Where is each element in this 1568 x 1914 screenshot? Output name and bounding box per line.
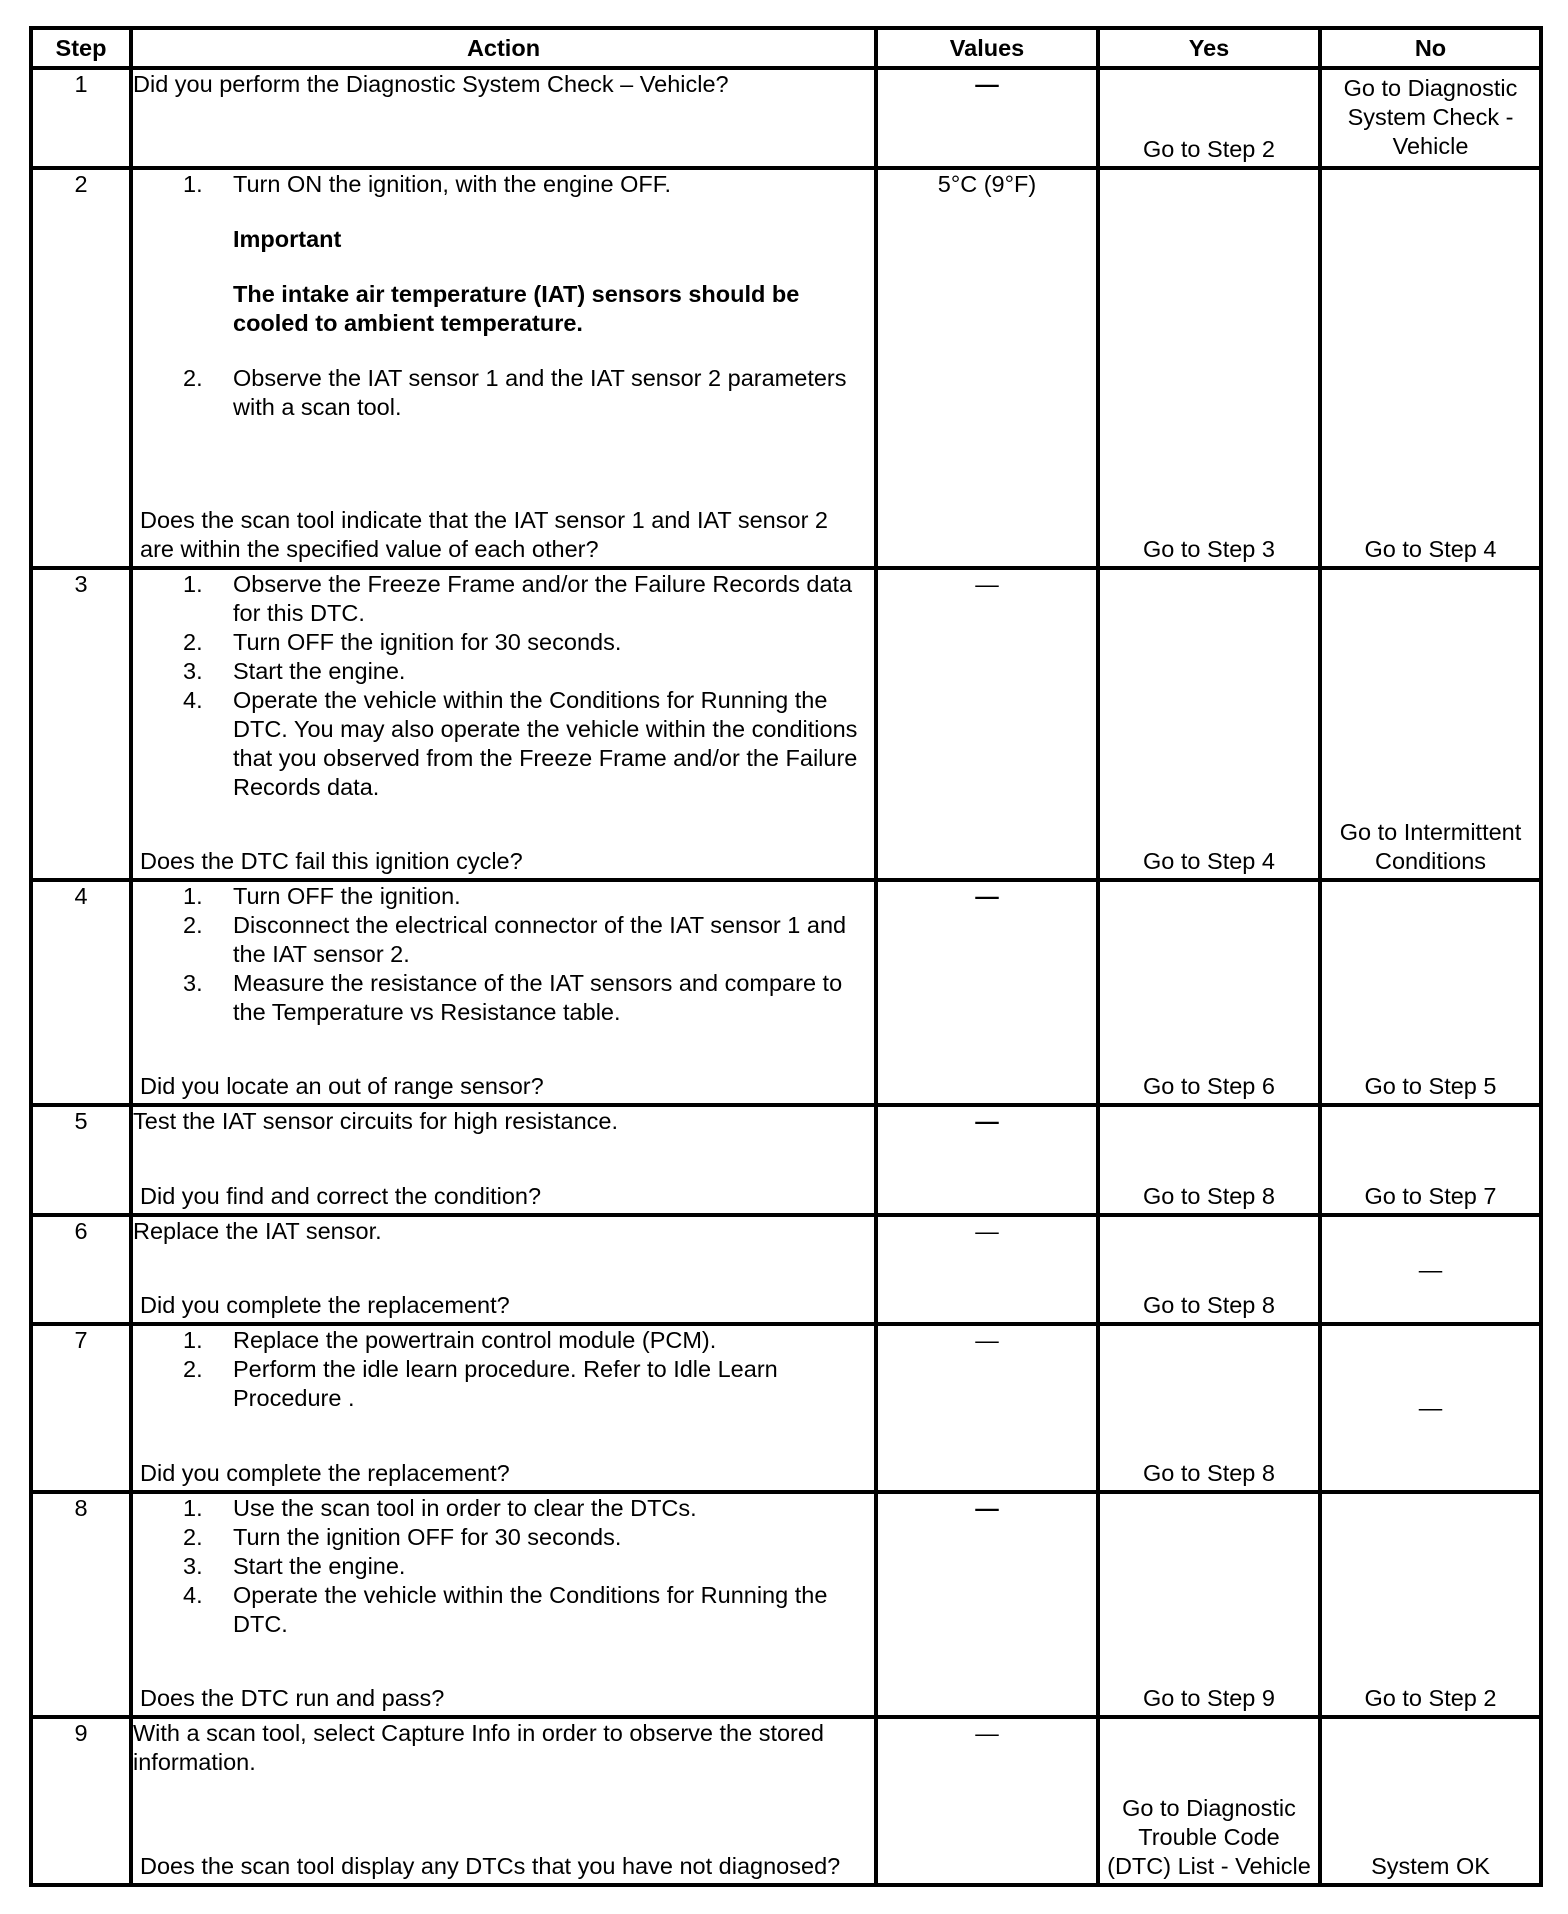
action-step: 2. Perform the idle learn procedure. Refer to Idle Learn Procedure . bbox=[183, 1356, 778, 1411]
step-number: 3 bbox=[31, 568, 131, 880]
yes-link[interactable]: Go to Step 8 bbox=[1143, 1460, 1275, 1486]
yes-cell bbox=[1098, 880, 1320, 1105]
action-step: 2. Turn OFF the ignition for 30 seconds. bbox=[183, 629, 622, 655]
value-text: — bbox=[975, 571, 999, 597]
table-row bbox=[31, 880, 1541, 1105]
no-link[interactable]: Go to Diagnostic System Check - Vehicle bbox=[1343, 75, 1518, 159]
yes-link[interactable]: Go to Step 6 bbox=[1143, 1073, 1275, 1099]
values-cell bbox=[876, 1324, 1098, 1492]
action-step: 3. Start the engine. bbox=[183, 658, 406, 684]
action-cell bbox=[131, 68, 876, 168]
yes-cell bbox=[1098, 568, 1320, 880]
action-step: 1. Use the scan tool in order to clear the DTCs. bbox=[183, 1495, 697, 1521]
action-cell bbox=[131, 880, 876, 1105]
action-step: 4. Operate the vehicle within the Conditions for Running the DTC. bbox=[183, 1582, 828, 1637]
values-cell bbox=[876, 68, 1098, 168]
no-link[interactable]: Go to Step 5 bbox=[1364, 1073, 1497, 1099]
step-number: 7 bbox=[31, 1324, 131, 1492]
no-link[interactable]: Go to Intermittent Conditions bbox=[1339, 819, 1522, 874]
table-row bbox=[31, 1105, 1541, 1215]
value-text: — bbox=[975, 1108, 999, 1134]
no-link[interactable]: Go to Step 7 bbox=[1364, 1183, 1497, 1209]
table-row bbox=[31, 168, 1541, 568]
yes-link[interactable]: Go to Step 8 bbox=[1143, 1292, 1275, 1318]
no-result: System OK bbox=[1371, 1853, 1490, 1879]
values-cell bbox=[876, 1717, 1098, 1885]
value-text: — bbox=[975, 71, 999, 97]
no-cell bbox=[1320, 1105, 1541, 1215]
action-step: 2. Observe the IAT sensor 1 and the IAT sensor 2 parameters with a scan tool. bbox=[183, 365, 847, 420]
header-no: No bbox=[1320, 28, 1541, 68]
action-text: Did you perform the Diagnostic System Check – Vehicle? bbox=[133, 71, 729, 97]
yes-cell bbox=[1098, 1717, 1320, 1885]
action-steps bbox=[133, 1326, 874, 1413]
table-row bbox=[31, 68, 1541, 168]
table-row bbox=[31, 1717, 1541, 1885]
action-question: Does the scan tool display any DTCs that you have not diagnosed? bbox=[140, 1853, 841, 1879]
action-step: 2. Disconnect the electrical connector of the IAT sensor 1 and the IAT sensor 2. bbox=[183, 912, 847, 967]
action-step: 1. Turn OFF the ignition. bbox=[183, 883, 461, 909]
action-question: Did you find and correct the condition? bbox=[140, 1183, 542, 1209]
action-text: With a scan tool, select Capture Info in order to observe the stored information. bbox=[133, 1720, 825, 1775]
step-number: 4 bbox=[31, 880, 131, 1105]
yes-cell bbox=[1098, 1105, 1320, 1215]
action-question: Did you locate an out of range sensor? bbox=[140, 1073, 544, 1099]
header-step: Step bbox=[31, 28, 131, 68]
action-steps bbox=[133, 882, 874, 1027]
value-text: — bbox=[975, 1218, 999, 1244]
action-step: 2. Turn the ignition OFF for 30 seconds. bbox=[183, 1524, 622, 1550]
important-label: Important bbox=[233, 226, 342, 252]
action-steps bbox=[133, 570, 874, 802]
no-link: — bbox=[1418, 1394, 1443, 1421]
yes-cell bbox=[1098, 168, 1320, 568]
yes-link[interactable]: Go to Diagnostic Trouble Code (DTC) List - Vehicle bbox=[1107, 1795, 1311, 1879]
action-steps bbox=[133, 364, 874, 422]
action-cell bbox=[131, 1492, 876, 1717]
no-cell bbox=[1320, 1492, 1541, 1717]
value-text: — bbox=[975, 1720, 999, 1746]
values-cell bbox=[876, 1492, 1098, 1717]
step-number: 8 bbox=[31, 1492, 131, 1717]
action-question: Did you complete the replacement? bbox=[140, 1460, 510, 1486]
action-cell bbox=[131, 1324, 876, 1492]
yes-link[interactable]: Go to Step 9 bbox=[1143, 1685, 1275, 1711]
action-cell bbox=[131, 1215, 876, 1324]
yes-link[interactable]: Go to Step 4 bbox=[1143, 848, 1275, 874]
action-step: 4. Operate the vehicle within the Conditions for Running the DTC. You may also operate the vehicle within the conditions that you observed from the Freeze Frame and/or the Failure Records data. bbox=[183, 687, 858, 800]
yes-cell bbox=[1098, 1324, 1320, 1492]
action-question: Does the scan tool indicate that the IAT sensor 1 and IAT sensor 2 are within the specified value of each other? bbox=[140, 507, 828, 562]
values-cell bbox=[876, 168, 1098, 568]
action-question: Did you complete the replacement? bbox=[140, 1292, 510, 1318]
step-number: 5 bbox=[31, 1105, 131, 1215]
values-cell bbox=[876, 1105, 1098, 1215]
action-steps bbox=[133, 170, 874, 199]
yes-link[interactable]: Go to Step 3 bbox=[1143, 536, 1275, 562]
no-cell bbox=[1320, 68, 1541, 168]
no-cell bbox=[1320, 880, 1541, 1105]
step-number: 1 bbox=[31, 68, 131, 168]
header-action: Action bbox=[131, 28, 876, 68]
no-cell bbox=[1320, 568, 1541, 880]
no-link[interactable]: Go to Step 2 bbox=[1364, 1685, 1497, 1711]
value-text: 5°C (9°F) bbox=[937, 171, 1037, 197]
yes-cell bbox=[1098, 1492, 1320, 1717]
action-steps bbox=[133, 1494, 874, 1639]
action-step: 1. Turn ON the ignition, with the engine OFF. bbox=[183, 171, 672, 197]
action-question: Does the DTC fail this ignition cycle? bbox=[140, 848, 523, 874]
value-text: — bbox=[975, 1495, 999, 1521]
table-row bbox=[31, 568, 1541, 880]
action-step: 1. Observe the Freeze Frame and/or the Failure Records data for this DTC. bbox=[183, 571, 853, 626]
values-cell bbox=[876, 880, 1098, 1105]
action-cell bbox=[131, 568, 876, 880]
diagnostic-table bbox=[29, 26, 1543, 1887]
table-row bbox=[31, 1492, 1541, 1717]
header-values: Values bbox=[876, 28, 1098, 68]
step-number: 2 bbox=[31, 168, 131, 568]
header-row bbox=[31, 28, 1541, 68]
no-cell bbox=[1320, 1324, 1541, 1492]
action-step: 3. Start the engine. bbox=[183, 1553, 406, 1579]
action-cell bbox=[131, 168, 876, 568]
action-cell bbox=[131, 1105, 876, 1215]
step-number: 9 bbox=[31, 1717, 131, 1885]
value-text: — bbox=[975, 883, 999, 909]
no-cell bbox=[1320, 1717, 1541, 1885]
values-cell bbox=[876, 568, 1098, 880]
important-text: The intake air temperature (IAT) sensors should be cooled to ambient temperature. bbox=[233, 281, 800, 336]
value-text: — bbox=[975, 1327, 999, 1353]
action-question: Does the DTC run and pass? bbox=[140, 1685, 445, 1711]
table-row bbox=[31, 1324, 1541, 1492]
no-cell bbox=[1320, 1215, 1541, 1324]
no-cell bbox=[1320, 168, 1541, 568]
action-cell bbox=[131, 1717, 876, 1885]
action-step: 3. Measure the resistance of the IAT sensors and compare to the Temperature vs Resistance table. bbox=[183, 970, 843, 1025]
values-cell bbox=[876, 1215, 1098, 1324]
table-row bbox=[31, 1215, 1541, 1324]
yes-cell bbox=[1098, 68, 1320, 168]
no-link[interactable]: Go to Step 4 bbox=[1364, 536, 1497, 562]
action-text: Test the IAT sensor circuits for high resistance. bbox=[133, 1108, 618, 1134]
header-yes: Yes bbox=[1098, 28, 1320, 68]
action-text: Replace the IAT sensor. bbox=[133, 1218, 382, 1244]
important-note bbox=[133, 225, 874, 338]
step-number: 6 bbox=[31, 1215, 131, 1324]
action-step: 1. Replace the powertrain control module (PCM). bbox=[183, 1327, 717, 1353]
yes-link[interactable]: Go to Step 2 bbox=[1143, 136, 1275, 162]
yes-link[interactable]: Go to Step 8 bbox=[1143, 1183, 1275, 1209]
yes-cell bbox=[1098, 1215, 1320, 1324]
no-link: — bbox=[1418, 1256, 1443, 1282]
